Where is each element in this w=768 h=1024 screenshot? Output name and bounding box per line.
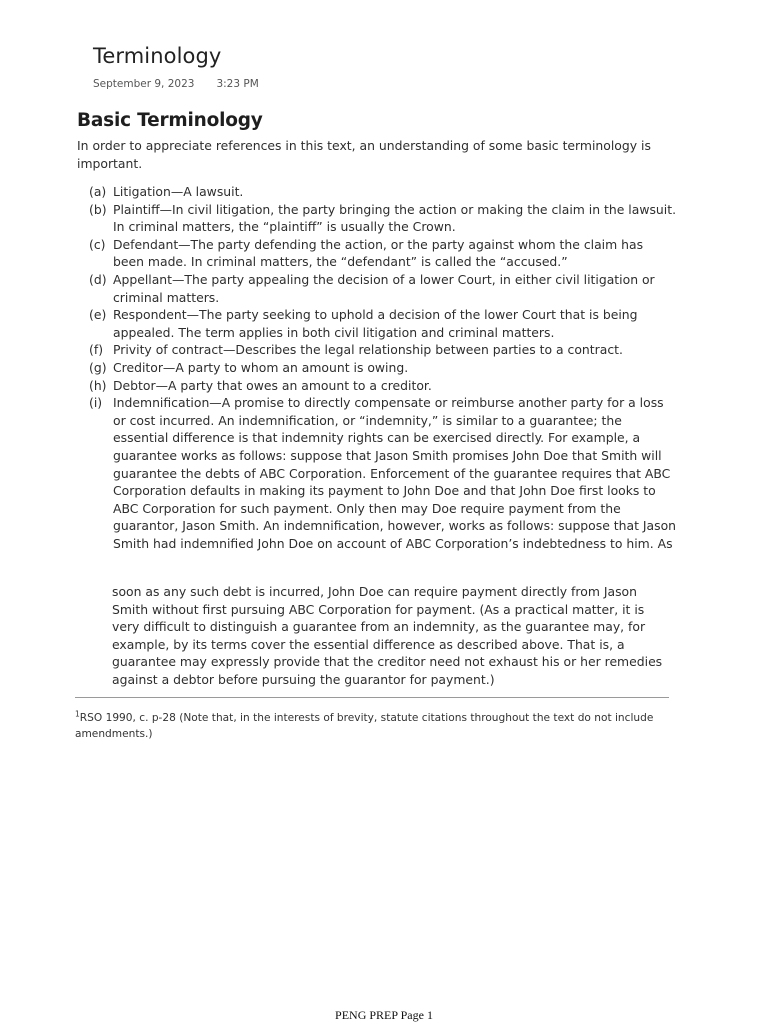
term-item-appellant	[77, 271, 677, 306]
term-marker: (a)	[89, 184, 107, 199]
term-marker: (e)	[89, 307, 107, 323]
term-marker: (f)	[89, 342, 104, 358]
term-text: Debtor—A party that owes an amount to a creditor.	[113, 377, 432, 393]
term-text: Plaintiff—In civil litigation, the party bringing the action or making the claim in the lawsuit. In criminal matters, the “plaintiff” is usually the Crown.	[113, 201, 677, 235]
page-footer: PENG PREP Page 1	[335, 1008, 433, 1022]
term-item-privity-of-contract	[77, 341, 677, 359]
note-time: 3:23 PM	[216, 78, 259, 90]
term-item-debtor	[77, 377, 677, 395]
term-text: Respondent—The party seeking to uphold a decision of the lower Court that is being appealed. The term applies in both civil litigation and criminal matters.	[113, 307, 638, 340]
term-item-plaintiff	[77, 201, 677, 236]
note-timestamp	[93, 78, 259, 90]
intro-paragraph: In order to appreciate references in this text, an understanding of some basic terminology is important.	[77, 138, 651, 171]
term-marker: (i)	[89, 395, 103, 411]
term-marker: (b)	[89, 201, 107, 217]
term-text: Indemnification—A promise to directly compensate or reimburse another party for a loss or cost incurred. An indemnification, or “indemnity,” is similar to a guarantee; the essential difference is that indemnity rights can be exercised directly. For example, a guarantee works as follows: suppose that Jason Smith promises John Doe that Smith will guarantee the debts of ABC Corporation. Enforcement of the guarantee requires that ABC Corporation defaults in making its payment to John Doe and that John Doe first looks to ABC Corporation for such payment. Only then may Doe require payment from the guarantor, Jason Smith. An indemnification, however, works as follows: suppose that Jason Smith had indemnified John Doe on account of ABC Corporation’s indebtedness to him. As	[113, 395, 677, 551]
term-marker: (d)	[89, 271, 107, 287]
note-title: Terminology	[93, 44, 222, 68]
footnote-marker: 1	[75, 709, 80, 719]
term-text: Litigation—A lawsuit.	[113, 184, 244, 199]
term-item-indemnification	[77, 394, 677, 552]
note-date: September 9, 2023	[93, 78, 195, 90]
footnote-text: RSO 1990, c. p-28 (Note that, in the interests of brevity, statute citations throughout the text do not include amendments.)	[75, 712, 654, 740]
term-marker: (g)	[89, 359, 107, 375]
document-body	[77, 110, 677, 552]
term-text: Appellant—The party appealing the decision of a lower Court, in either civil litigation or criminal matters.	[113, 271, 655, 305]
term-marker: (h)	[89, 377, 107, 393]
term-item-respondent	[77, 306, 677, 341]
footnote-divider	[75, 697, 669, 698]
term-item-litigation	[77, 183, 677, 201]
term-text: Creditor—A party to whom an amount is owing.	[113, 359, 409, 375]
term-marker: (c)	[89, 236, 106, 252]
term-text: Privity of contract—Describes the legal relationship between parties to a contract.	[113, 342, 623, 358]
term-item-defendant	[77, 236, 677, 271]
terminology-list	[77, 183, 677, 552]
footnote	[75, 711, 665, 742]
term-text: Defendant—The party defending the action, or the party against whom the claim has been made. In criminal matters, the “defendant” is called the “accused.”	[113, 236, 644, 270]
indemnification-continuation: soon as any such debt is incurred, John Doe can require payment directly from Jason Smith without first pursuing ABC Corporation for payment. (As a practical matter, it is very difficult to distinguish a guarantee from an indemnity, as the guarantee may, for example, by its terms cover the essential difference as described above. That is, a guarantee may expressly provide that the creditor need not exhaust his or her remedies against a debtor before pursuing the guarantor for payment.)	[112, 584, 663, 687]
term-item-creditor	[77, 359, 677, 377]
section-heading: Basic Terminology	[77, 110, 263, 131]
